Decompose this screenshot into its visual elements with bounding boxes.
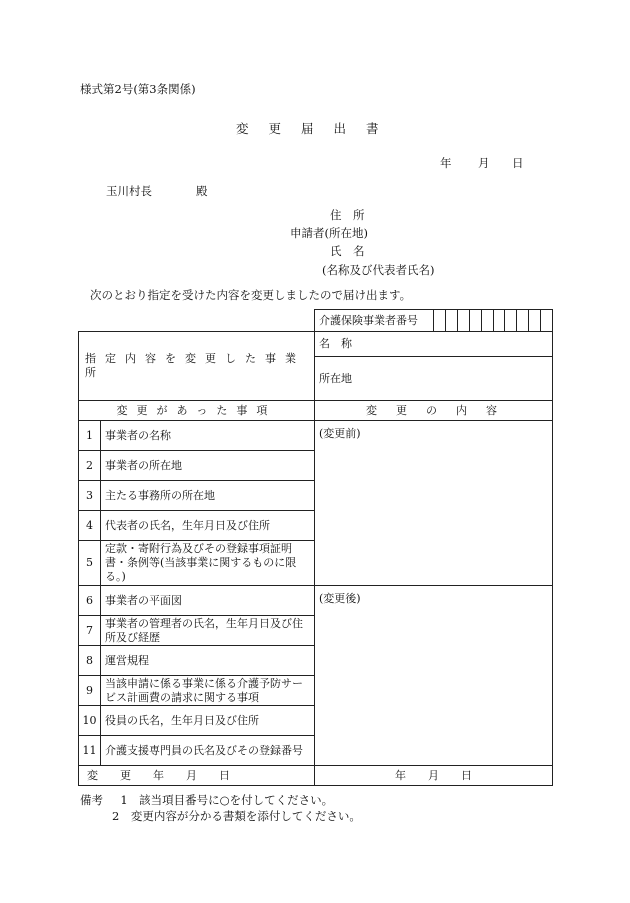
date-month-label: 月 [478, 156, 490, 170]
table-row [79, 421, 553, 451]
insurer-number-boxes[interactable] [434, 310, 552, 331]
note-item: 1 該当項目番号に○を付してください。 [120, 793, 334, 807]
item-number[interactable]: 8 [79, 646, 101, 676]
note-item: 2 変更内容が分かる書類を添付してください。 [112, 809, 361, 823]
date-day-label: 日 [512, 156, 524, 170]
item-text: 運営規程 [101, 646, 315, 676]
before-change-field[interactable] [315, 421, 553, 586]
item-text: 事業者の所在地 [101, 451, 315, 481]
after-change-field[interactable] [315, 586, 553, 766]
office-name-label: 名 称 [319, 337, 352, 350]
item-number[interactable]: 2 [79, 451, 101, 481]
table-row [79, 586, 553, 616]
item-text: 事業者の名称 [101, 421, 315, 451]
before-change-label: (変更前) [319, 427, 361, 440]
change-date-value: 年 月 日 [395, 768, 472, 782]
document-title: 変更届出書 [236, 121, 399, 136]
item-text: 事業者の平面図 [101, 586, 315, 616]
changed-items-header: 変更があった事項 [79, 401, 315, 421]
office-name-field[interactable] [315, 332, 553, 357]
change-date-label: 変 更 年 月 日 [79, 766, 315, 786]
office-location-field[interactable] [315, 357, 553, 401]
item-text: 代表者の氏名，生年月日及び住所 [101, 511, 315, 541]
name-note: (名称及び代表者氏名) [322, 263, 435, 277]
office-location-label: 所在地 [319, 371, 352, 385]
change-content-header: 変 更 の 内 容 [315, 401, 553, 421]
item-text: 役員の氏名，生年月日及び住所 [101, 706, 315, 736]
name-label: 氏 名 [330, 244, 365, 258]
address-label: 住 所 [330, 208, 365, 222]
item-number[interactable]: 9 [79, 676, 101, 706]
item-number[interactable]: 5 [79, 541, 101, 586]
intro-text: 次のとおり指定を受けた内容を変更しましたので届け出ます。 [90, 288, 412, 302]
item-text: 事業者の管理者の氏名，生年月日及び住所及び経歴 [101, 616, 315, 646]
item-number[interactable]: 1 [79, 421, 101, 451]
office-label: 指定内容を変更した事業所 [79, 332, 315, 401]
item-number[interactable]: 6 [79, 586, 101, 616]
change-date-field[interactable] [315, 766, 553, 786]
after-change-label: (変更後) [319, 592, 361, 605]
form-number: 様式第2号(第3条関係) [80, 82, 196, 96]
notes-section [80, 792, 361, 824]
item-text: 定款・寄附行為及びその登録事項証明書・条例等(当該事業に関するものに限る。) [101, 541, 315, 586]
insurer-number-label: 介護保険事業者番号 [315, 310, 434, 331]
item-number[interactable]: 10 [79, 706, 101, 736]
item-number[interactable]: 4 [79, 511, 101, 541]
item-text: 当該申請に係る事業に係る介護予防サービス計画費の請求に関する事項 [101, 676, 315, 706]
item-text: 介護支援専門員の氏名及びその登録番号 [101, 736, 315, 766]
applicant-label: 申請者(所在地) [290, 226, 368, 240]
date-year-label: 年 [440, 156, 452, 170]
addressee-name: 玉川村長 [106, 184, 152, 198]
blank-corner [79, 310, 315, 332]
change-form-table [78, 309, 553, 786]
item-text: 主たる事務所の所在地 [101, 481, 315, 511]
addressee-honorific: 殿 [196, 184, 208, 198]
item-number[interactable]: 3 [79, 481, 101, 511]
item-number[interactable]: 7 [79, 616, 101, 646]
notes-label: 備考 [80, 793, 103, 807]
item-number[interactable]: 11 [79, 736, 101, 766]
